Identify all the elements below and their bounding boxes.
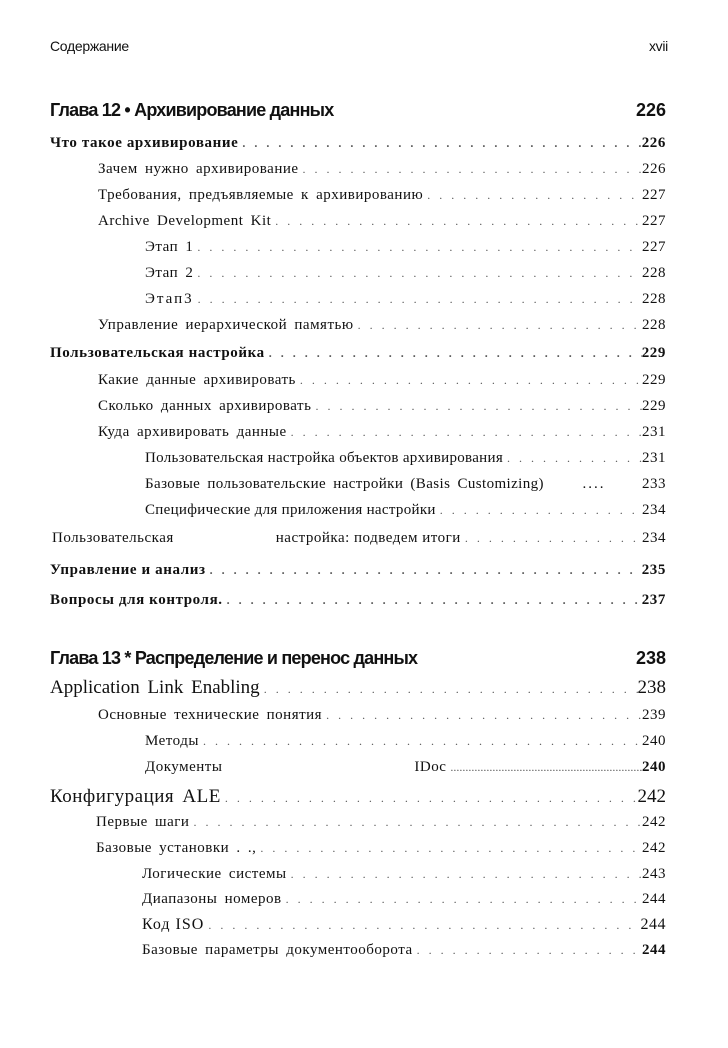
toc-dot-leader (191, 815, 642, 830)
toc-dot-leader (206, 918, 640, 933)
toc-entry-page: 228 (642, 317, 666, 333)
toc-entry (0, 840, 728, 866)
toc-dot-leader (356, 318, 642, 333)
toc-entry (0, 291, 728, 317)
toc-entry: Базовые пользовательские настройки (Basis Customizing) .... 233 (145, 476, 666, 492)
toc-dot-leader (298, 373, 642, 388)
toc-entry (0, 592, 728, 618)
toc-entry (0, 530, 728, 556)
toc-entry-title: Куда архивировать данные (98, 424, 287, 440)
toc-entry (0, 707, 728, 733)
toc-entry-title: Пользовательская настройка объектов архивирования (145, 450, 504, 466)
toc-entry (0, 187, 728, 213)
toc-entry-page: 242 (642, 814, 666, 830)
toc-entry-title: Этап 2 (145, 265, 194, 281)
toc-entry-title: Управление иерархической памятью (98, 317, 354, 333)
toc-entry-title: Глава 13 * Распределение и перенос данных (50, 648, 418, 668)
toc-entry-title: Глава 12 • Архивирование данных (50, 100, 334, 120)
toc-entry (0, 161, 728, 187)
toc-dot-leader (301, 162, 642, 177)
toc-dot-leader (267, 346, 642, 361)
toc-entry (0, 317, 728, 343)
toc-entry (0, 866, 728, 892)
toc-entry-page: 242 (637, 786, 666, 807)
toc-entry (0, 502, 728, 528)
toc-entry-title: Базовые параметры документооборота (142, 942, 413, 958)
toc-chapter-12 (0, 100, 728, 126)
toc-dot-leader (425, 188, 642, 203)
toc-entry-page: 227 (642, 239, 666, 255)
toc-entry-title: Конфигурация ALE (50, 786, 221, 807)
toc-entry (0, 562, 728, 588)
toc-dot-leader (195, 240, 642, 255)
toc-entry-title: Этап 1 (145, 239, 194, 255)
toc-entry-title: Управление и анализ (50, 562, 206, 578)
toc-dot-leader (448, 760, 642, 775)
toc-entry-title: Логические системы (142, 866, 287, 882)
running-header-page-number: xvii (648, 38, 668, 54)
toc-entry (0, 265, 728, 291)
toc-dot-leader (223, 791, 638, 806)
toc-entry (0, 424, 728, 450)
toc-entry (0, 135, 728, 161)
toc-entry-page: 234 (642, 530, 666, 546)
toc-entry-title: Методы (145, 733, 199, 749)
toc-entry-page: 227 (642, 187, 666, 203)
toc-dot-leader (201, 734, 642, 749)
toc-entry-page: 244 (642, 942, 666, 958)
toc-entry-title: Этап3 (145, 291, 194, 307)
toc-chapter-13 (0, 648, 728, 674)
toc-entry-page: 226 (635, 100, 666, 120)
toc-entry-page: 227 (642, 213, 666, 229)
toc-entry-title: Сколько данных архивировать (98, 398, 312, 414)
toc-dot-leader (289, 867, 642, 882)
toc-entry (0, 759, 728, 785)
toc-dot-leader (438, 503, 642, 518)
toc-entry-title-continued: IDoc (414, 759, 447, 775)
toc-entry (0, 814, 728, 840)
toc-entry-title-continued: настройка: подведем итоги (275, 530, 461, 546)
toc-entry-title: Документы (145, 759, 223, 775)
toc-entry-title: Первые шаги (96, 814, 190, 830)
toc-entry (0, 916, 728, 942)
toc-entry-title: Пользовательская настройка (50, 345, 265, 361)
toc-entry-page: 243 (642, 866, 666, 882)
toc-entry (0, 891, 728, 917)
toc-dot-leader (258, 841, 642, 856)
toc-entry-title: Что такое архивирование (50, 135, 239, 151)
toc-dot-leader (313, 399, 642, 414)
toc-entry-title: Код ISO (142, 916, 205, 933)
toc-entry (0, 786, 728, 812)
toc-entry (0, 677, 728, 703)
toc-dot-leader (463, 531, 642, 546)
toc-entry-page: 235 (641, 562, 666, 578)
running-header-title: Содержание (50, 38, 129, 54)
toc-entry-page: 242 (642, 840, 666, 856)
toc-entry-page: 238 (635, 648, 666, 668)
toc-entry-title: Archive Development Kit (98, 213, 272, 229)
toc-dot-leader (505, 451, 642, 466)
toc-entry-page: 237 (641, 592, 666, 608)
toc-entry-page: 240 (642, 759, 666, 775)
toc-entry-page: 244 (642, 891, 666, 907)
toc-entry-title: Специфические для приложения настройки (145, 502, 436, 518)
toc-entry-page: 238 (637, 677, 666, 698)
toc-entry-page: 229 (642, 398, 666, 414)
toc-entry-title: Application Link Enabling (50, 677, 260, 698)
toc-entry-page: 229 (642, 372, 666, 388)
toc-dot-leader (262, 682, 638, 697)
toc-dot-leader (196, 292, 642, 307)
toc-dot-leader (324, 708, 642, 723)
toc-entry-page: 226 (642, 161, 666, 177)
toc-entry-page: 231 (642, 450, 666, 466)
toc-dot-leader (208, 563, 642, 578)
toc-entry-page: 226 (641, 135, 666, 151)
toc-entry-title: Вопросы для контроля. (50, 592, 223, 608)
toc-entry-page: 229 (641, 345, 666, 361)
toc-entry-page: 231 (642, 424, 666, 440)
toc-entry-page: 228 (642, 291, 666, 307)
toc-entry-title: Требования, предъявляемые к архивированию (98, 187, 424, 203)
toc-dot-leader (289, 425, 642, 440)
toc-entry (0, 239, 728, 265)
toc-dot-leader (240, 136, 641, 151)
toc-dot-leader (195, 266, 642, 281)
toc-entry-page: 233 (642, 476, 666, 492)
toc-entry-title: Базовые пользовательские настройки (Basis Customizing) (145, 476, 544, 492)
toc-entry-title: Базовые установки . ., (96, 840, 257, 856)
toc-entry-page: 228 (642, 265, 666, 281)
toc-entry (0, 398, 728, 424)
toc-dot-leader (284, 892, 642, 907)
toc-entry (0, 450, 728, 476)
toc-entry-title: Зачем нужно архивирование (98, 161, 299, 177)
toc-dot-leader (415, 943, 642, 958)
toc-entry (0, 942, 728, 968)
toc-entry (0, 345, 728, 371)
toc-dot-leader (225, 593, 642, 608)
toc-dot-leader (273, 214, 642, 229)
toc-entry-title: Пользовательская (52, 530, 174, 546)
toc-entry-page: 244 (640, 916, 666, 933)
toc-entry (0, 733, 728, 759)
toc-entry-title: Диапазоны номеров (142, 891, 282, 907)
toc-entry-title: Какие данные архивировать (98, 372, 296, 388)
toc-entry-title: Основные технические понятия (98, 707, 323, 723)
toc-entry-page: 240 (642, 733, 666, 749)
toc-entry-page: 239 (642, 707, 666, 723)
toc-entry-page: 234 (642, 502, 666, 518)
toc-entry (0, 213, 728, 239)
toc-entry (0, 372, 728, 398)
